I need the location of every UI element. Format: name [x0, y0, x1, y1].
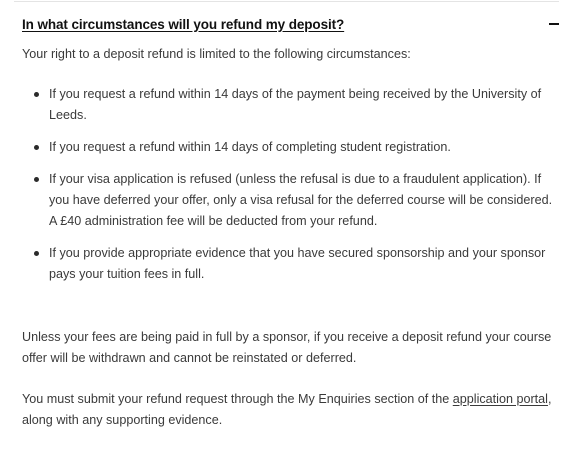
- list-item: If you request a refund within 14 days of the payment being received by the University of Leeds.: [49, 84, 555, 126]
- accordion-content: [22, 44, 555, 431]
- application-portal-link[interactable]: application portal: [452, 392, 548, 406]
- submission-paragraph: [22, 389, 555, 431]
- accordion-header[interactable]: [22, 14, 559, 34]
- submission-text-after: , along with any supporting evidence.: [22, 392, 552, 427]
- list-item: If you request a refund within 14 days of completing student registration.: [49, 137, 555, 158]
- withdrawal-paragraph: Unless your fees are being paid in full by a sponsor, if you receive a deposit refund your course offer will be withdrawn and cannot be reinstated or deferred.: [22, 330, 552, 365]
- circumstances-list: [22, 84, 555, 285]
- divider: [14, 1, 559, 2]
- submission-text-before: You must submit your refund request through the My Enquiries section of the: [22, 392, 453, 406]
- list-item: If your visa application is refused (unless the refusal is due to a fraudulent application). If you have deferred your offer, only a visa refusal for the deferred course will be considered. A £40 administration fee will be deducted from your refund.: [49, 169, 555, 232]
- intro-text: Your right to a deposit refund is limited to the following circumstances:: [22, 47, 411, 61]
- minus-icon[interactable]: [549, 23, 559, 25]
- accordion-title[interactable]: In what circumstances will you refund my deposit?: [22, 16, 345, 32]
- list-item: If you provide appropriate evidence that you have secured sponsorship and your sponsor pays your tuition fees in full.: [49, 243, 555, 285]
